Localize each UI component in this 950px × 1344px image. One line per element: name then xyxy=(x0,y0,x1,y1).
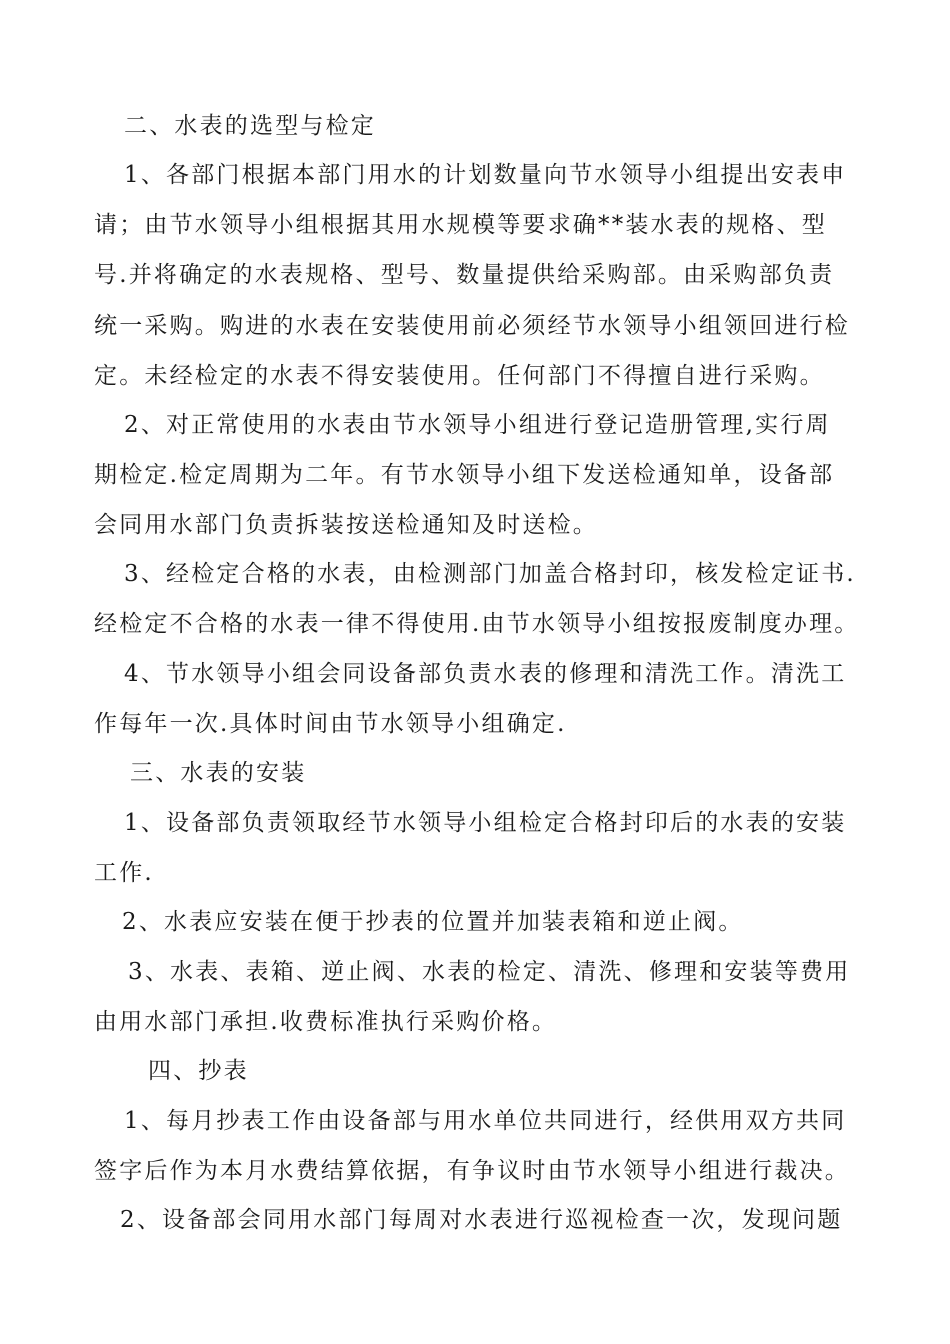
paragraph-line: 期检定.检定周期为二年。有节水领导小组下发送检通知单，设备部 xyxy=(94,462,835,488)
paragraph-line: 1、各部门根据本部门用水的计划数量向节水领导小组提出安表申 xyxy=(124,162,847,188)
paragraph-line: 由用水部门承担.收费标准执行采购价格。 xyxy=(94,1009,558,1035)
paragraph-line: 2、设备部会同用水部门每周对水表进行巡视检查一次，发现问题 xyxy=(120,1207,843,1233)
paragraph-line: 3、水表、表箱、逆止阀、水表的检定、清洗、修理和安装等费用 xyxy=(128,959,851,985)
paragraph-line: 3、经检定合格的水表，由检测部门加盖合格封印，核发检定证书. xyxy=(124,561,856,587)
paragraph-line: 2、水表应安装在便于抄表的位置并加装表箱和逆止阀。 xyxy=(122,909,744,935)
paragraph-line: 统一采购。购进的水表在安装使用前必须经节水领导小组领回进行检 xyxy=(94,313,850,339)
paragraph-line: 请；由节水领导小组根据其用水规模等要求确**装水表的规格、型 xyxy=(94,212,827,238)
paragraph-line: 签字后作为本月水费结算依据，有争议时由节水领导小组进行裁决。 xyxy=(94,1158,850,1184)
paragraph-line: 作每年一次.具体时间由节水领导小组确定. xyxy=(94,711,567,737)
paragraph-line: 4、节水领导小组会同设备部负责水表的修理和清洗工作。清洗工 xyxy=(124,661,847,687)
section-heading-4: 四、抄表 xyxy=(148,1058,249,1084)
paragraph-line: 1、设备部负责领取经节水领导小组检定合格封印后的水表的安装 xyxy=(124,810,847,836)
paragraph-line: 1、每月抄表工作由设备部与用水单位共同进行，经供用双方共同 xyxy=(124,1108,847,1134)
paragraph-line: 号.并将确定的水表规格、型号、数量提供给采购部。由采购部负责 xyxy=(94,262,835,288)
paragraph-line: 2、对正常使用的水表由节水领导小组进行登记造册管理,实行周 xyxy=(124,412,831,438)
paragraph-line: 定。未经检定的水表不得安装使用。任何部门不得擅自进行采购。 xyxy=(94,363,825,389)
paragraph-line: 会同用水部门负责拆装按送检通知及时送检。 xyxy=(94,512,598,538)
paragraph-line: 经检定不合格的水表一律不得使用.由节水领导小组按报废制度办理。 xyxy=(94,611,860,637)
paragraph-line: 工作. xyxy=(94,860,154,886)
section-heading-3: 三、水表的安装 xyxy=(130,760,307,786)
section-heading-2: 二、水表的选型与检定 xyxy=(124,113,376,139)
